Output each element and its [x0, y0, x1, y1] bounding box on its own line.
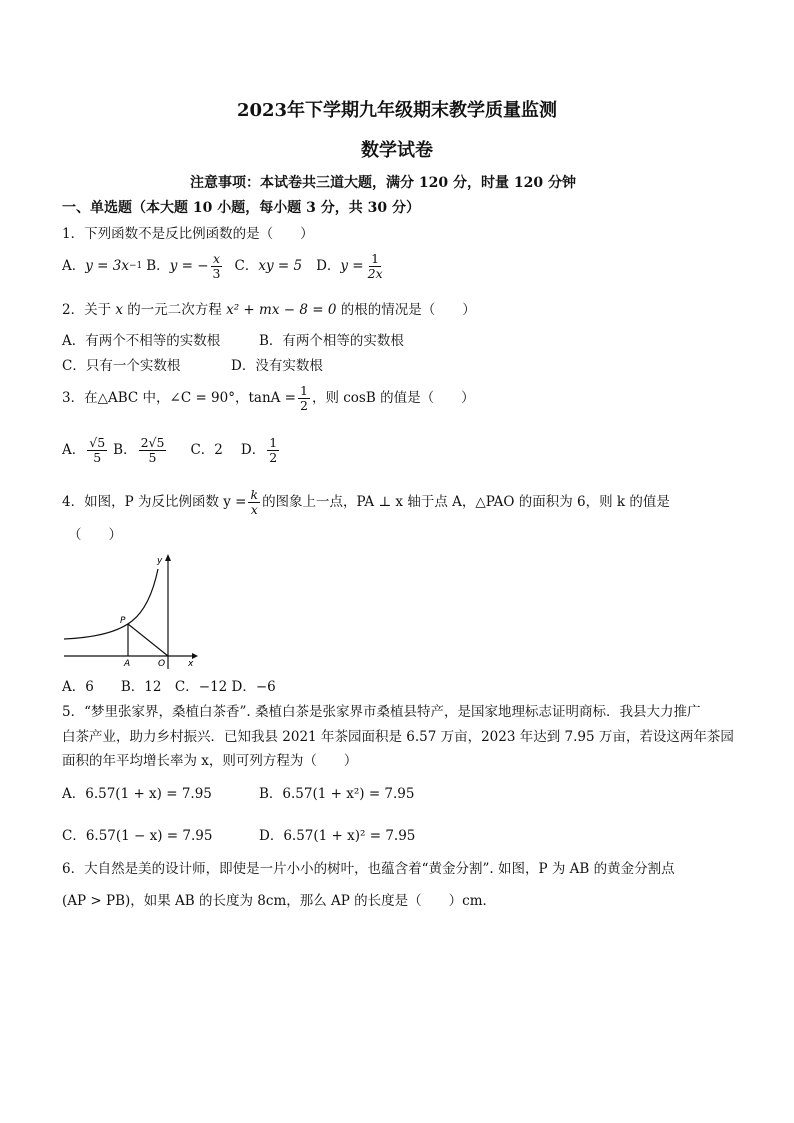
y-axis-arrow: [165, 554, 171, 561]
q4-stem-paren: （ ）: [68, 527, 122, 543]
q3-d-fraction: [267, 436, 279, 465]
q3-b-num: 2√5: [140, 434, 165, 450]
q3-stem-b: ，则 cosB 的值是（ ）: [311, 390, 475, 406]
label-o: O: [158, 659, 166, 669]
q1-b-num: x: [212, 250, 221, 266]
q3-d-den: 2: [269, 449, 278, 465]
q3-a-label: A．: [62, 442, 86, 458]
q2-stem-eq: x² + mx − 8 = 0: [226, 302, 337, 318]
hyperbola-curve: [64, 569, 158, 639]
q5-line1: 5．“梦里张家界，桑植白茶香”. 桑植白茶是张家界市桑植县特产，是国家地理标志证明商标．我县大力推广: [62, 704, 701, 720]
q1-a-label: A．: [62, 258, 86, 274]
segment-po: [128, 624, 168, 656]
exam-title: 2023年下学期九年级期末教学质量监测: [236, 100, 558, 121]
q5-option-d: D．6.57(1 + x)² = 7.95: [259, 828, 416, 844]
q4-options: A．6 B．12 C．−12 D．−6: [62, 679, 276, 695]
q1-b-den: 3: [212, 265, 221, 281]
q3-d-num: 1: [269, 434, 278, 450]
q2-option-d: D．没有实数根: [231, 358, 323, 374]
q4-stem-den: x: [250, 501, 258, 517]
label-y: y: [157, 556, 163, 566]
label-x: x: [188, 659, 194, 669]
q5-option-a: A．6.57(1 + x) = 7.95: [62, 786, 212, 802]
q2-stem-a: 2．关于: [62, 302, 116, 318]
q4-stem-b: 的图象上一点，PA ⊥ x 轴于点 A，△PAO 的面积为 6，则 k 的值是: [262, 494, 670, 510]
q3-d-label: D．: [240, 442, 266, 458]
section-heading: 一、单选题（本大题 10 小题，每小题 3 分，共 30 分）: [62, 200, 420, 216]
q3-b-label: B．: [113, 442, 137, 458]
q4-stem-fraction: [248, 488, 260, 517]
q1-c-label: C．: [234, 258, 259, 274]
q1-d-den: 2x: [367, 265, 383, 281]
q3-a-num: √5: [89, 434, 106, 450]
q2-stem-b: 的一元二次方程: [123, 302, 227, 318]
label-a: A: [124, 659, 131, 669]
q2-stem: [62, 301, 476, 319]
q1-c-expr: xy = 5: [258, 258, 303, 274]
q4-figure: [62, 549, 202, 671]
exam-subject: 数学试卷: [361, 140, 433, 161]
q3-stem-fraction: [298, 384, 310, 413]
q1-d-pre: y =: [340, 258, 364, 274]
q2-option-a: A．有两个不相等的实数根: [62, 333, 221, 349]
q3-b-den: 5: [148, 449, 157, 465]
q3-stem-a: 3．在△ABC 中，∠C = 90°，tanA =: [62, 390, 296, 406]
q3-stem: [62, 378, 475, 418]
q3-b-fraction: [139, 436, 167, 465]
q3-stem-den: 2: [300, 397, 308, 413]
q1-d-fraction: [366, 252, 385, 281]
q2-option-c: C．只有一个实数根: [62, 358, 181, 374]
q5-line2: 白茶产业，助力乡村振兴．已知我县 2021 年茶园面积是 6.57 万亩，2023 年达到 7.95 万亩，若设这两年茶园: [62, 729, 734, 745]
exam-notice: 注意事项：本试卷共三道大题，满分 120 分，时量 120 分钟: [190, 175, 576, 191]
label-p: P: [120, 616, 126, 626]
q2-stem-c: 的根的情况是（ ）: [336, 302, 476, 318]
q1-options: [62, 246, 387, 286]
q6-line2: (AP > PB)，如果 AB 的长度为 8cm，那么 AP 的长度是（ ）cm．: [62, 893, 497, 909]
q2-stem-x: x: [115, 302, 124, 318]
q3-a-fraction: [87, 436, 107, 465]
q4-stem-num: k: [250, 486, 259, 502]
q1-stem: 1．下列函数不是反比例函数的是（ ）: [62, 226, 314, 242]
q5-option-b: B．6.57(1 + x²) = 7.95: [259, 786, 415, 802]
q1-a-expr: y = 3x: [85, 258, 129, 274]
q1-d-num: 1: [371, 250, 380, 266]
q3-options: [62, 430, 281, 470]
q1-b-pre: y = −: [169, 258, 209, 274]
q1-b-label: B．: [146, 258, 170, 274]
q4-stem: [62, 482, 670, 522]
q1-b-fraction: [211, 252, 223, 281]
q2-option-b: B．有两个相等的实数根: [259, 333, 404, 349]
q3-a-den: 5: [93, 449, 102, 465]
q1-a-sup: −1: [128, 261, 143, 271]
q3-option-c: C．2: [190, 442, 223, 458]
q6-line1: 6．大自然是美的设计师，即使是一片小小的树叶，也蕴含着“黄金分割”. 如图，P 为 AB 的黄金分割点: [62, 861, 675, 877]
q5-line3: 面积的年平均增长率为 x，则可列方程为（ ）: [62, 753, 358, 769]
q1-d-label: D．: [316, 258, 341, 274]
q4-stem-a: 4．如图，P 为反比例函数 y =: [62, 494, 247, 510]
q3-stem-num: 1: [300, 382, 308, 398]
q5-option-c: C．6.57(1 − x) = 7.95: [62, 828, 213, 844]
